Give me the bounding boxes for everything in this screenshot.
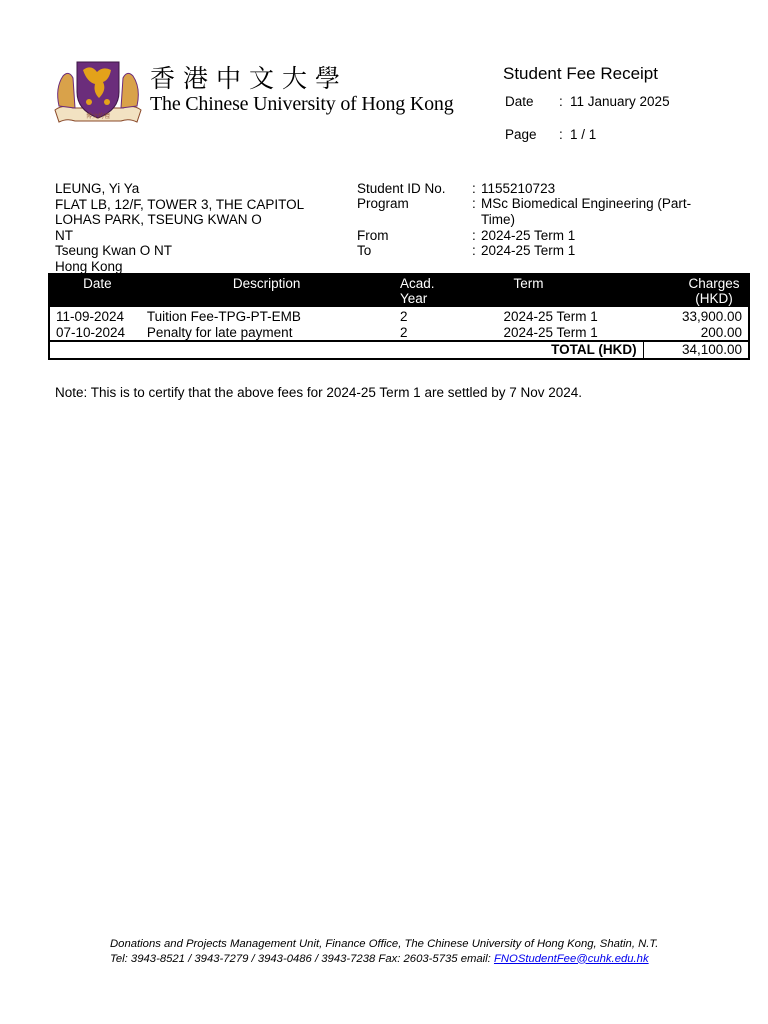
settlement-note: Note: This is to certify that the above fees for 2024-25 Term 1 are settled by 7 Nov 2024. (55, 385, 583, 400)
header-charges: Charges (HKD) (643, 274, 749, 307)
row-charges: 200.00 (700, 324, 742, 340)
footer-address: Donations and Projects Management Unit, Finance Office, The Chinese University of Hong Kong, Shatin, N.T. (110, 938, 659, 950)
address-line: Tseung Kwan O NT (55, 243, 173, 259)
row-acad-year: 2 (400, 324, 408, 340)
program-colon: : (472, 196, 476, 211)
student-id-label: Student ID No. (357, 181, 446, 196)
date-colon: : (559, 94, 563, 109)
university-name-chinese: 香港中文大學 (150, 64, 349, 93)
to-label: To (357, 243, 372, 258)
total-label: TOTAL (HKD) (493, 341, 643, 359)
row-term: 2024-25 Term 1 (503, 309, 598, 324)
university-name-english: The Chinese University of Hong Kong (150, 93, 454, 115)
to-value: 2024-25 Term 1 (481, 243, 576, 258)
row-description: Tuition Fee-TPG-PT-EMB (146, 309, 301, 324)
row-acad-year: 2 (400, 309, 408, 324)
address-line: NT (55, 227, 73, 243)
table-header-row (49, 274, 749, 307)
student-id-value: 1155210723 (481, 181, 556, 196)
address-line: FLAT LB, 12/F, TOWER 3, THE CAPITOL (55, 196, 305, 212)
address-line: Hong Kong (55, 258, 123, 274)
program-label: Program (357, 196, 409, 211)
student-id-colon: : (472, 181, 476, 196)
page-value: 1 / 1 (570, 127, 597, 142)
program-value: MSc Biomedical Engineering (Part-Time) (481, 196, 692, 227)
from-label: From (357, 228, 389, 243)
student-address (55, 181, 304, 275)
address-line: LOHAS PARK, TSEUNG KWAN O (55, 212, 262, 228)
header-description: Description (145, 274, 394, 307)
svg-text:博文約禮: 博文約禮 (85, 113, 111, 120)
student-name: LEUNG, Yi Ya (55, 181, 140, 196)
footer-email-link[interactable]: FNOStudentFee@cuhk.edu.hk (493, 952, 649, 965)
date-value: 11 January 2025 (570, 94, 670, 109)
row-term: 2024-25 Term 1 (503, 324, 598, 340)
header-date: Date (49, 274, 145, 307)
page-label: Page (505, 127, 537, 142)
total-value: 34,100.00 (643, 341, 749, 359)
header-acad-year: Acad. Year (394, 274, 493, 307)
table-row (49, 307, 749, 325)
row-description: Penalty for late payment (146, 324, 293, 340)
from-colon: : (472, 228, 476, 243)
footer-contact (110, 952, 658, 967)
row-date: 07-10-2024 (56, 324, 126, 340)
from-value: 2024-25 Term 1 (481, 228, 576, 243)
total-row (49, 341, 749, 359)
date-label: Date (505, 94, 534, 109)
cuhk-crest-icon (53, 58, 143, 128)
to-colon: : (472, 243, 476, 258)
footer (110, 937, 658, 966)
table-row (49, 325, 749, 342)
row-charges: 33,900.00 (681, 309, 742, 324)
row-date: 11-09-2024 (56, 309, 125, 324)
footer-tel-fax: Tel: 3943-8521 / 3943-7279 / 3943-0486 / 3943-7238 Fax: 2603-5735 email: (110, 952, 494, 965)
header-term: Term (493, 274, 643, 307)
page-colon: : (559, 127, 563, 142)
receipt-title: Student Fee Receipt (503, 64, 658, 83)
fees-table (48, 273, 750, 360)
